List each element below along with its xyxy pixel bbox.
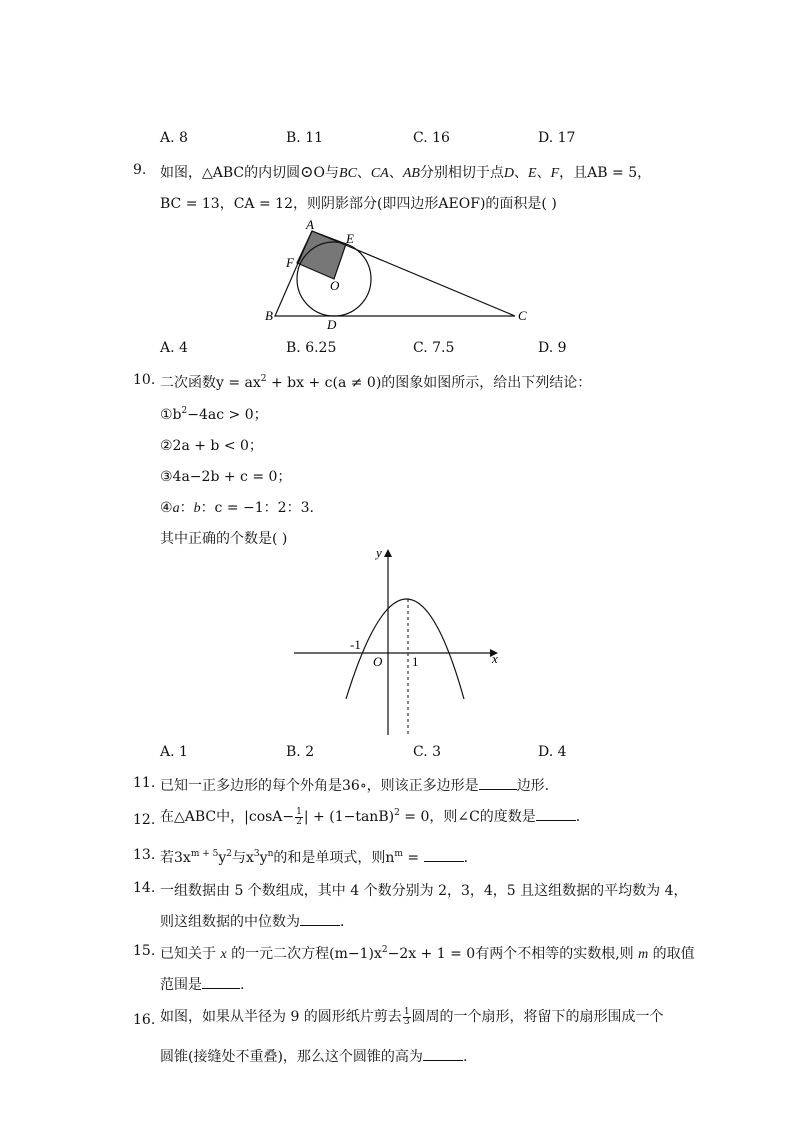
shaded-quadrilateral-aeof [297, 231, 346, 279]
q11-answer-blank[interactable] [479, 777, 517, 790]
q14-line2: 则这组数据的中位数为 . [160, 914, 345, 930]
q10-option-a[interactable]: A. 1 [160, 744, 188, 760]
q8-option-b[interactable]: B. 11 [286, 130, 324, 146]
label-f: F [286, 255, 294, 270]
q9-option-a[interactable]: A. 4 [160, 340, 188, 356]
q11-number: 11. [133, 775, 156, 791]
q10-number: 10. [133, 372, 156, 388]
q15-number: 15. [133, 943, 156, 959]
q16-answer-blank[interactable] [423, 1048, 463, 1061]
q13-number: 13. [133, 847, 156, 863]
q11-text: 已知一正多边形的每个外角是36∘，则该正多边形是 边形. [160, 778, 550, 794]
q8-option-d[interactable]: D. 17 [538, 130, 576, 146]
label-a: A [306, 217, 314, 232]
q13-answer-blank[interactable] [424, 849, 464, 862]
q8-option-a[interactable]: A. 8 [160, 130, 188, 146]
q10-conclusion-1: $①b^2-4ac > 0$； [160, 406, 268, 423]
q15-answer-blank[interactable] [202, 976, 240, 989]
x-label: x [492, 651, 498, 666]
q9-triangle-figure [260, 215, 540, 335]
label-c: C [518, 308, 527, 323]
q10-option-c[interactable]: C. 3 [413, 744, 442, 760]
fraction-one-half: $\frac{1}{2}$ [296, 806, 302, 827]
label-b: B [265, 308, 273, 323]
q14-number: 14. [133, 880, 156, 896]
parabola-curve [346, 599, 464, 699]
label-d: D [327, 317, 337, 332]
q10-question: 其中正确的个数是( ) [160, 531, 288, 547]
y-axis-arrow [384, 549, 392, 557]
q12-answer-blank[interactable] [536, 808, 576, 821]
q10-intro: 二次函数$y = ax^2$ + bx + c(a ≠ 0)的图象如图所示，给出下列结论： [160, 374, 592, 391]
origin-label: O [373, 654, 383, 669]
q14-answer-blank[interactable] [300, 913, 340, 926]
q9-number: 9. [133, 162, 147, 178]
circle-symbol: ⊙ [300, 162, 314, 181]
q16-line1: 如图，如果从半径为 9 的圆形纸片剪去 $\frac{1}{3}$ 圆周的一个扇形，将留下的扇形围成一个 [160, 1006, 664, 1027]
q8-option-c[interactable]: C. 16 [413, 130, 450, 146]
minus-one-label: -1 [350, 637, 361, 652]
fraction-one-third: $\frac{1}{3}$ [403, 1006, 410, 1027]
y-label: y [376, 545, 382, 560]
q10-conclusion-4: ④a：b：c = −1：2：3. [160, 500, 314, 516]
q12-text: 在△ABC中，|cosA− $\frac{1}{2}$ | + $(1-\tan B)^2 = 0$，则∠C的度数是 . [160, 806, 581, 827]
q10-conclusion-3: ③4a−2b + c = 0； [160, 469, 292, 485]
q13-text: 若$3x^{m + 5}y^2$与$x^3y^n$的和是单项式，则$n^m$ = . [160, 849, 469, 866]
q16-number: 16. [133, 1012, 156, 1028]
q16-line2: 圆锥(接缝处不重叠)，那么这个圆锥的高为 . [160, 1049, 468, 1065]
label-e: E [346, 231, 354, 246]
q9-option-b[interactable]: B. 6.25 [286, 340, 337, 356]
q10-option-d[interactable]: D. 4 [538, 744, 567, 760]
q9-option-c[interactable]: C. 7.5 [413, 340, 455, 356]
q10-option-b[interactable]: B. 2 [286, 744, 315, 760]
label-o: O [330, 278, 340, 293]
one-label: 1 [412, 654, 419, 669]
q15-line2: 范围是 . [160, 977, 245, 993]
q10-parabola-graph [290, 545, 505, 737]
q14-line1: 一组数据由 5 个数组成，其中 4 个数分别为 2，3，4，5 且这组数据的平均数为 4， [160, 883, 688, 899]
q9-line1: 如图，△ABC的内切圆⊙O与BC、CA、AB分别相切于点D、E、F，且AB = 5， [160, 162, 652, 181]
q10-conclusion-2: ②2a + b < 0； [160, 438, 263, 454]
q12-number: 12. [133, 812, 156, 828]
q9-line2: BC = 13，CA = 12，则阴影部分(即四边形AEOF)的面积是( ) [160, 196, 557, 212]
q9-option-d[interactable]: D. 9 [538, 340, 567, 356]
q15-line1: 已知关于 x 的一元二次方程$(m-1)x^2-2x + 1 = 0$有两个不相等的实数根,则 m 的取值 [160, 945, 695, 962]
